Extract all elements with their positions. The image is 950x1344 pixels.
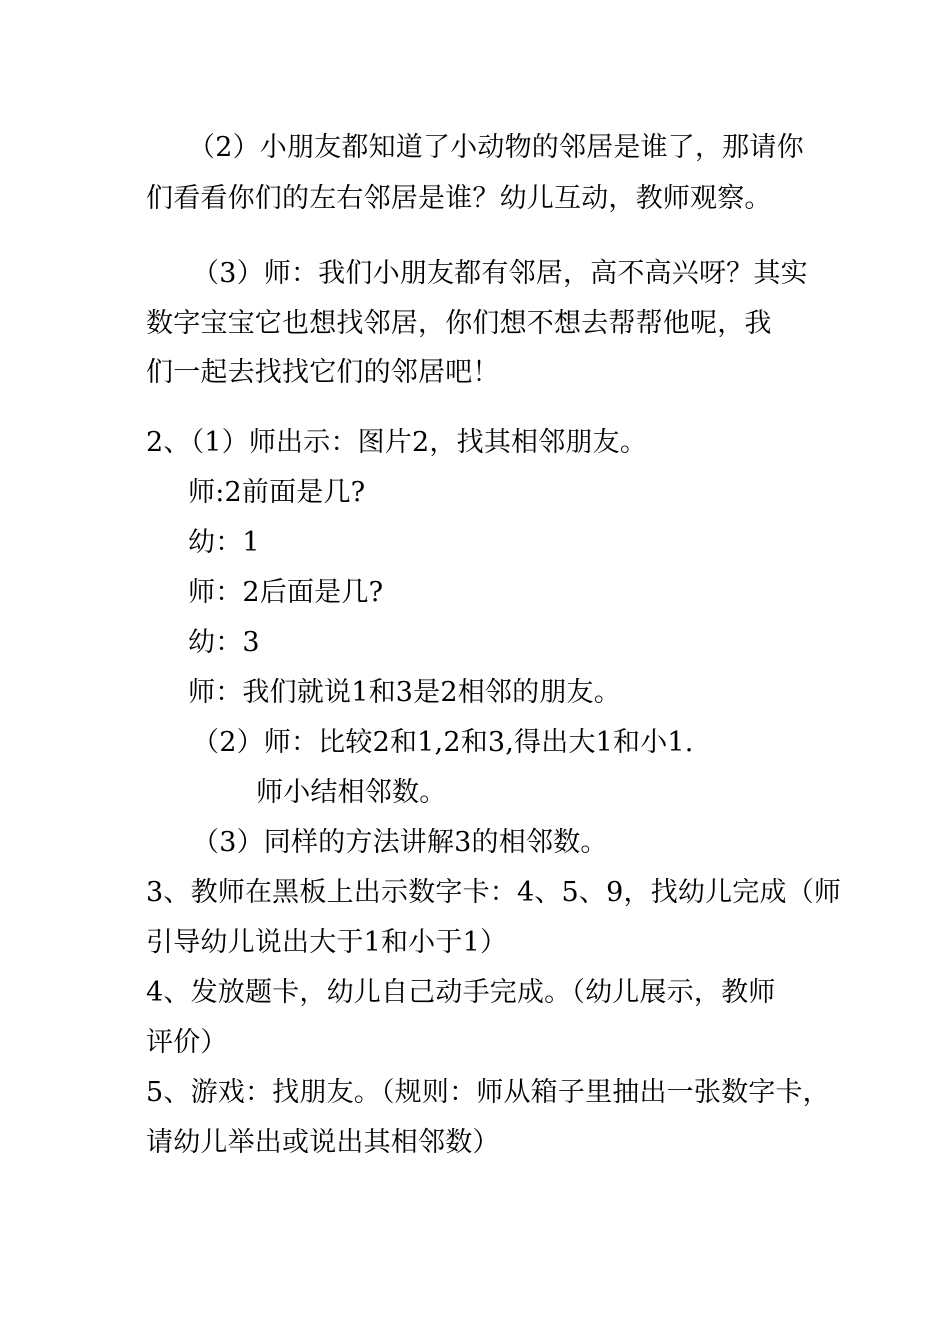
text-line: 师:2前面是几? xyxy=(188,477,366,508)
text-line: 师：我们就说1和3是2相邻的朋友。 xyxy=(188,677,621,708)
text-line: 4、发放题卡，幼儿自己动手完成。（幼儿展示，教师 xyxy=(146,977,776,1008)
text-line: 幼：1 xyxy=(188,527,260,558)
text-line: 引导幼儿说出大于1和小于1） xyxy=(146,927,508,958)
text-line: 2、（1）师出示：图片2，找其相邻朋友。 xyxy=(146,427,648,458)
text-line: 3、教师在黑板上出示数字卡：4、5、9，找幼儿完成（师 xyxy=(146,877,842,908)
text-line: 幼：3 xyxy=(188,627,260,658)
text-line: 们看看你们的左右邻居是谁？幼儿互动，教师观察。 xyxy=(146,183,772,214)
text-line: （3）师：我们小朋友都有邻居，高不高兴呀？其实 xyxy=(192,258,808,289)
text-line: 5、游戏：找朋友。（规则：师从箱子里抽出一张数字卡， xyxy=(146,1077,830,1108)
text-line: （3）同样的方法讲解3的相邻数。 xyxy=(192,827,608,858)
text-line: 数字宝宝它也想找邻居，你们想不想去帮帮他呢，我 xyxy=(146,308,772,339)
text-line: 请幼儿举出或说出其相邻数） xyxy=(146,1127,500,1158)
text-line: 师：2后面是几? xyxy=(188,577,384,608)
text-line: 师小结相邻数。 xyxy=(256,777,447,808)
text-line: （2）小朋友都知道了小动物的邻居是谁了，那请你 xyxy=(188,132,804,163)
text-line: 们一起去找找它们的邻居吧！ xyxy=(146,357,500,388)
text-line: 评价） xyxy=(146,1027,228,1058)
text-line: （2）师：比较2和1,2和3,得出大1和小1. xyxy=(192,727,694,758)
